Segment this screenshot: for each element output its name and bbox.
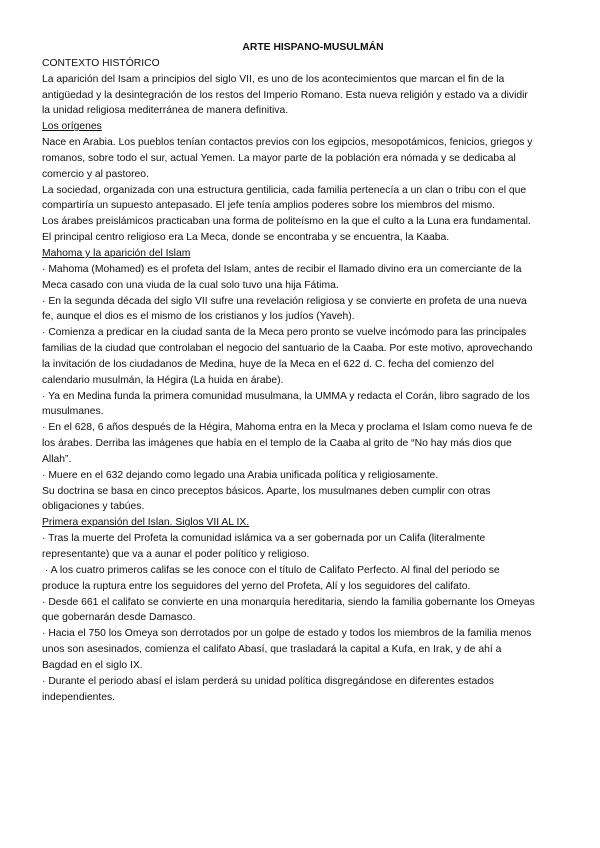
paragraph-line: · Durante el periodo abasí el islam perderá su unidad política disgregándose en diferentes estados [42,675,494,687]
paragraph-line: obligaciones y tabúes. [42,501,145,513]
paragraph-line: familias de la ciudad que controlaban el negocio del santuario de la Caaba. Por este motivo, aprovechando [42,343,533,355]
paragraph-line: · En el 628, 6 años después de la Hégira, Mahoma entra en la Meca y proclama el Islam como nueva fe de [42,422,533,434]
paragraph-line: · Mahoma (Mohamed) es el profeta del Islam, antes de recibir el llamado divino era un comerciante de la [42,263,522,275]
paragraph-line: independientes. [42,691,116,703]
paragraph-line: · Hacia el 750 los Omeya son derrotados por un golpe de estado y todos los miembros de la familia menos [42,628,532,640]
paragraph-line: · Muere en el 632 dejando como legado una Arabia unificada política y religiosamente. [42,469,439,481]
paragraph-line: Meca casado con una viuda de la cual solo tuvo una hija Fátima. [42,279,339,291]
section-heading-expansion: Primera expansión del Islan. Siglos VII AL IX. [42,517,250,529]
paragraph-line: musulmanes. [42,406,104,418]
paragraph-line: · Comienza a predicar en la ciudad santa de la Meca pero pronto se vuelve incómodo para las principales [42,327,527,339]
paragraph-line: romanos, sobre todo el sur, actual Yemen. La mayor parte de la población era nómada y se dedicaba al [42,152,516,164]
paragraph-line: · En la segunda década del siglo VII sufre una revelación religiosa y se convierte en profeta de una nueva [42,295,527,307]
document-title: ARTE HISPANO-MUSULMÁN [242,42,384,53]
paragraph-line: Nace en Arabia. Los pueblos tenían contactos previos con los egipcios, mesopotámicos, fenicios, griegos y [42,137,533,149]
paragraph-line: produce la ruptura entre los seguidores del yerno del Profeta, Alí y los seguidores del califato. [42,580,471,592]
paragraph-line: · Desde 661 el califato se convierte en una monarquía hereditaria, siendo la familia gobernante los Omeyas [42,596,535,608]
paragraph-line: La sociedad, organizada con una estructura gentilicia, cada familia pertenecía a un clan o tribu con el que [42,184,527,196]
paragraph-line: calendario musulmán, la Hégira (La huida en árabe). [42,374,284,386]
paragraph-line: Bagdad en el siglo IX. [42,659,143,671]
paragraph-line: la unidad religiosa mediterránea de manera definitiva. [42,105,289,117]
document-page [42,40,572,705]
paragraph-line: La aparición del Isam a principios del siglo VII, es uno de los acontecimientos que marcan el fin de la [42,73,505,85]
paragraph-line: · Ya en Medina funda la primera comunidad musulmana, la UMMA y redacta el Corán, libro sagrado de los [42,390,530,402]
section-heading-origenes: Los orígenes [42,121,102,133]
paragraph-line: Allah”. [42,453,72,465]
paragraph-line: El principal centro religioso era La Meca, donde se encontraba y se encuentra, la Kaaba. [42,232,450,244]
paragraph-line: · Tras la muerte del Profeta la comunidad islámica va a ser gobernada por un Califa (literalmente [42,533,486,545]
paragraph-line: · A los cuatro primeros califas se les conoce con el título de Califato Perfecto. Al final del periodo se [42,564,500,576]
paragraph-line: antigüedad y la desintegración de los restos del Imperio Romano. Esta nueva religión y estado va a dividir [42,89,528,101]
paragraph-line: que gobernarán desde Damasco. [42,612,196,624]
paragraph-line: la invitación de los ciudadanos de Medina, huye de la Meca en el 622 d. C. fecha del comienzo del [42,358,494,370]
paragraph-line: compartiría un supuesto antepasado. El jefe tenía amplios poderes sobre los miembros del mismo. [42,200,496,212]
paragraph-line: comercio y al pastoreo. [42,168,149,180]
paragraph-line: Los árabes preislámicos practicaban una forma de politeísmo en la que el culto a la Luna era fundamental. [42,216,531,228]
section-heading-mahoma: Mahoma y la aparición del Islam [42,247,191,259]
paragraph-line: los árabes. Derriba las imágenes que había en el templo de la Caaba al grito de “No hay más dios que [42,438,512,450]
paragraph-line: unos son asesinados, comienza el califato Abasí, que trasladará la capital a Kufa, en Irak, y de ahí a [42,644,502,656]
paragraph-line: Su doctrina se basa en cinco preceptos básicos. Aparte, los musulmanes deben cumplir con otras [42,485,491,497]
section-heading-contexto: CONTEXTO HISTÓRICO [42,57,160,69]
paragraph-line: fe, aunque el dios es el mismo de los cristianos y los judíos (Yaveh). [42,311,355,323]
paragraph-line: representante) que va a aunar el poder político y religioso. [42,549,310,560]
